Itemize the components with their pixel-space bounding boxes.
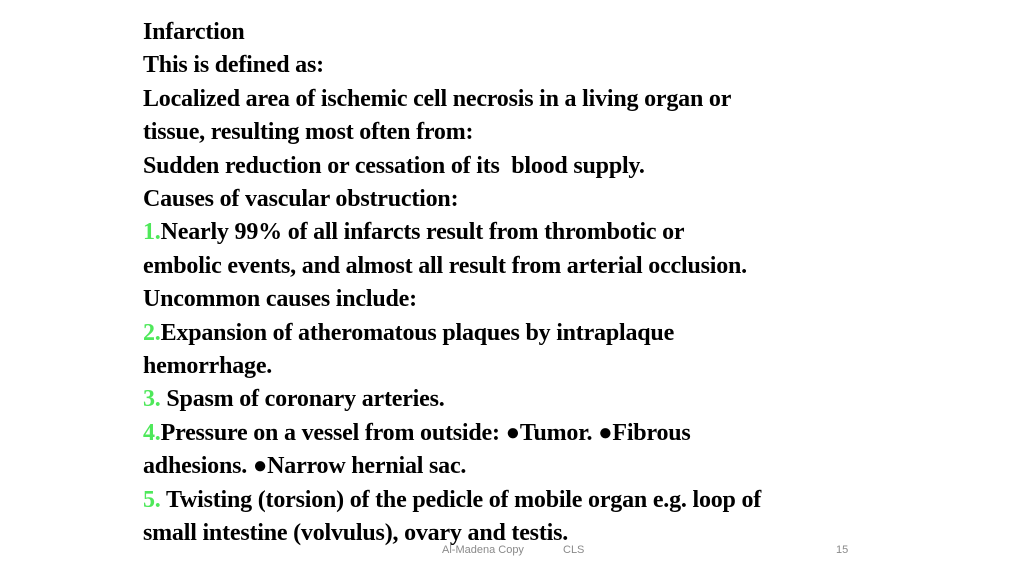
footer-source: Al-Madena Copy <box>442 544 524 556</box>
definition-line-1: Localized area of ischemic cell necrosis in a living organ or <box>143 85 732 112</box>
slide-content <box>143 16 903 551</box>
slide-heading: Infarction <box>143 19 245 45</box>
footer-label: CLS <box>563 544 585 556</box>
cause-number-5: 5. <box>143 486 161 513</box>
cause-item-2-line-1 <box>143 317 903 350</box>
cause-number-3: 3. <box>143 386 161 413</box>
causes-heading: Causes of vascular obstruction: <box>143 186 459 213</box>
uncommon-heading: Uncommon causes include: <box>143 286 417 313</box>
cause-text: Nearly 99% of all infarcts result from thrombotic or <box>160 219 685 246</box>
cause-item-2-line-2: hemorrhage. <box>143 353 273 380</box>
cause-number-1: 1. <box>143 219 161 246</box>
cause-item-5-line-2: small intestine (volvulus), ovary and testis. <box>143 520 569 547</box>
definition-line-3: Sudden reduction or cessation of its blood supply. <box>143 152 645 179</box>
cause-number-4: 4. <box>143 419 161 446</box>
cause-item-5-line-1 <box>143 484 903 517</box>
page-number: 15 <box>836 544 849 556</box>
cause-text: Spasm of coronary arteries. <box>160 386 445 413</box>
cause-item-3-line-1 <box>143 383 903 416</box>
cause-item-1-line-1 <box>143 216 903 249</box>
definition-intro: This is defined as: <box>143 52 324 79</box>
cause-number-2: 2. <box>143 319 161 346</box>
cause-item-4-line-1 <box>143 417 903 450</box>
cause-text: Expansion of atheromatous plaques by intraplaque <box>160 319 675 346</box>
cause-text: Pressure on a vessel from outside: ●Tumor. ●Fibrous <box>160 419 691 446</box>
cause-item-4-line-2: adhesions. ●Narrow hernial sac. <box>143 453 467 480</box>
cause-item-1-line-2: embolic events, and almost all result from arterial occlusion. <box>143 252 747 279</box>
definition-line-2: tissue, resulting most often from: <box>143 119 474 146</box>
cause-text: Twisting (torsion) of the pedicle of mobile organ e.g. loop of <box>160 486 762 513</box>
